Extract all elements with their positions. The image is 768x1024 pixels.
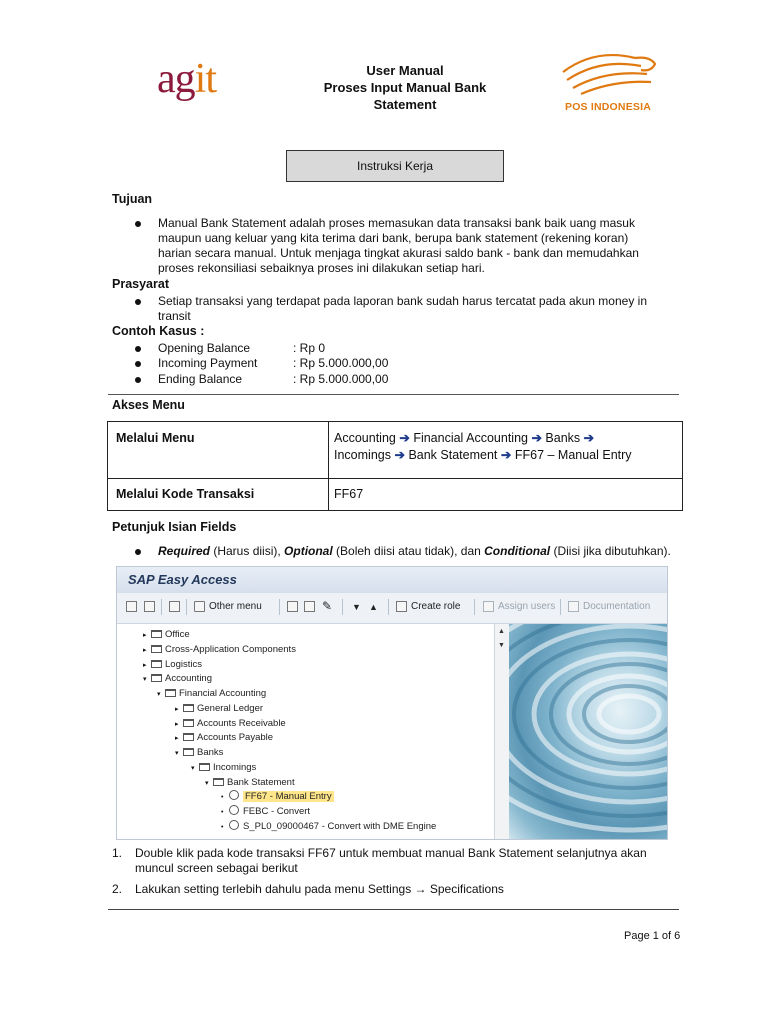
path-accounting: Accounting bbox=[334, 431, 396, 445]
tree-scrollbar[interactable] bbox=[494, 624, 510, 839]
arrow-icon: ➔ bbox=[531, 431, 542, 445]
tree-item-ff67[interactable] bbox=[221, 790, 334, 804]
melalui-menu-label: Melalui Menu bbox=[116, 431, 195, 445]
kode-transaksi-value: FF67 bbox=[334, 487, 364, 501]
tree-item-febc[interactable] bbox=[221, 805, 310, 819]
toolbar-separator bbox=[474, 599, 475, 615]
arrow-icon: ➔ bbox=[500, 448, 512, 462]
prasyarat-paragraph bbox=[158, 294, 679, 324]
toolbar-separator bbox=[560, 599, 561, 615]
prasyarat-heading: Prasyarat bbox=[112, 277, 169, 291]
tree-label: Accounting bbox=[165, 673, 213, 684]
tree-label: Cross-Application Components bbox=[165, 644, 296, 655]
move-down-icon[interactable]: ▼ bbox=[352, 602, 361, 612]
sap-easy-access-screenshot bbox=[116, 566, 668, 840]
collapse-arrow-icon[interactable]: ▾ bbox=[191, 765, 195, 772]
required-label: Required bbox=[158, 544, 211, 558]
expand-arrow-icon[interactable]: ▸ bbox=[175, 735, 179, 742]
toolbar-separator bbox=[279, 599, 280, 615]
folder-icon bbox=[183, 733, 194, 741]
tujuan-line-4: proses rekonsiliasi sebaiknya proses ini dilakukan setiap hari. bbox=[158, 261, 485, 275]
petunjuk-text bbox=[158, 544, 671, 558]
scroll-down-icon[interactable]: ▼ bbox=[498, 642, 505, 649]
move-up-icon[interactable]: ▲ bbox=[369, 602, 378, 612]
assign-users-icon[interactable] bbox=[483, 601, 494, 612]
bullet bbox=[135, 377, 141, 383]
collapse-arrow-icon[interactable]: ▾ bbox=[175, 750, 179, 757]
section-divider bbox=[108, 394, 679, 395]
tree-icon[interactable] bbox=[194, 601, 205, 612]
arrow-icon: ➔ bbox=[399, 431, 410, 445]
sap-title: SAP Easy Access bbox=[128, 572, 237, 587]
folder-icon bbox=[151, 630, 162, 638]
instruksi-kerja-box: Instruksi Kerja bbox=[286, 150, 504, 182]
folder-icon bbox=[183, 704, 194, 712]
step-number: 1. bbox=[112, 846, 123, 860]
transaction-cube-icon bbox=[229, 805, 239, 815]
tujuan-heading: Tujuan bbox=[112, 192, 153, 206]
incoming-payment-value: : Rp 5.000.000,00 bbox=[293, 356, 389, 370]
folder-icon bbox=[151, 660, 162, 668]
sap-menu-icon[interactable] bbox=[144, 601, 155, 612]
path-financial-accounting: Financial Accounting bbox=[413, 431, 528, 445]
sap-title-bar bbox=[117, 567, 667, 593]
tujuan-line-1: Manual Bank Statement adalah proses memasukan data transaksi bank baik uang masuk bbox=[158, 216, 635, 230]
incoming-payment-label: Incoming Payment bbox=[158, 356, 258, 370]
collapse-arrow-icon[interactable]: ▾ bbox=[205, 780, 209, 787]
tujuan-paragraph bbox=[158, 216, 679, 276]
other-menu-button[interactable]: Other menu bbox=[209, 601, 262, 612]
akses-menu-heading: Akses Menu bbox=[112, 398, 185, 412]
footer-divider bbox=[108, 909, 679, 910]
tree-label: FEBC - Convert bbox=[243, 806, 311, 817]
user-menu-icon[interactable] bbox=[169, 601, 180, 612]
agit-logo: agit bbox=[157, 56, 216, 102]
expand-arrow-icon[interactable]: ▸ bbox=[175, 706, 179, 713]
delete-favorite-icon[interactable] bbox=[304, 601, 315, 612]
tree-label: General Ledger bbox=[197, 703, 264, 714]
assign-users-button[interactable]: Assign users bbox=[498, 601, 556, 612]
arrow-icon: ➔ bbox=[394, 448, 405, 462]
tree-item-general-ledger[interactable] bbox=[175, 702, 263, 716]
tree-item-banks[interactable] bbox=[175, 746, 223, 760]
tree-label: Accounts Payable bbox=[197, 732, 274, 743]
tree-item-cross-application[interactable] bbox=[143, 643, 296, 657]
folder-icon bbox=[183, 719, 194, 727]
tree-item-accounts-receivable[interactable] bbox=[175, 717, 286, 731]
open-folder-icon bbox=[183, 748, 194, 756]
bullet-icon: • bbox=[221, 809, 224, 816]
add-favorite-icon[interactable] bbox=[287, 601, 298, 612]
title-line-2: Proses Input Manual Bank bbox=[323, 80, 487, 95]
path-incomings: Incomings bbox=[334, 448, 391, 462]
transaction-cube-icon bbox=[229, 790, 239, 800]
bullet bbox=[135, 346, 141, 352]
expand-arrow-icon[interactable]: ▸ bbox=[143, 647, 147, 654]
title-line-1: User Manual bbox=[366, 63, 444, 78]
toolbar-separator bbox=[161, 599, 162, 615]
menu-path bbox=[334, 430, 632, 464]
title-line-3: Statement bbox=[373, 97, 437, 112]
step-1-line-2: muncul screen sebagai berikut bbox=[135, 861, 298, 875]
path-bank-statement: Bank Statement bbox=[408, 448, 498, 462]
tree-label: Banks bbox=[197, 747, 224, 758]
petunjuk-heading: Petunjuk Isian Fields bbox=[112, 520, 237, 534]
documentation-button[interactable]: Documentation bbox=[583, 601, 651, 612]
collapse-arrow-icon[interactable]: ▾ bbox=[143, 676, 147, 683]
path-ff67: FF67 – Manual Entry bbox=[514, 448, 632, 462]
tree-item-financial-accounting[interactable] bbox=[157, 687, 266, 701]
tree-label: Logistics bbox=[165, 659, 202, 670]
tree-item-accounts-payable[interactable] bbox=[175, 731, 273, 745]
tujuan-line-2: maupun uang keluar yang kita terima dari bank, berupa bank statement (rekening koran) bbox=[158, 231, 629, 245]
expand-arrow-icon[interactable]: ▸ bbox=[175, 721, 179, 728]
tree-item-incomings[interactable] bbox=[191, 761, 256, 775]
conditional-label: Conditional bbox=[484, 544, 551, 558]
tree-item-logistics[interactable] bbox=[143, 658, 202, 672]
akses-menu-table bbox=[107, 421, 683, 511]
tree-label: Incomings bbox=[213, 762, 257, 773]
step-1-line-1: Double klik pada kode transaksi FF67 untuk membuat manual Bank Statement selanjutnya akan bbox=[135, 846, 647, 860]
scroll-up-icon[interactable]: ▲ bbox=[498, 628, 505, 635]
ripple-pattern bbox=[509, 624, 667, 839]
arrow-icon: ➔ bbox=[583, 431, 595, 445]
open-folder-icon bbox=[199, 763, 210, 771]
expand-arrow-icon[interactable]: ▸ bbox=[143, 662, 147, 669]
required-desc: (Harus diisi), bbox=[210, 544, 285, 558]
toolbar-separator bbox=[388, 599, 389, 615]
step-2-text: Lakukan setting terlebih dahulu pada menu Settings → Specifications bbox=[135, 882, 504, 896]
prasyarat-line-1: Setiap transaksi yang terdapat pada laporan bank sudah harus tercatat pada akun money in bbox=[158, 294, 647, 308]
favorites-icon[interactable] bbox=[126, 601, 137, 612]
tree-item-office[interactable] bbox=[143, 628, 190, 642]
step-number: 2. bbox=[112, 882, 123, 896]
opening-balance-value: : Rp 0 bbox=[293, 341, 326, 355]
bullet-icon: • bbox=[221, 824, 224, 831]
table-divider bbox=[328, 422, 329, 510]
document-title bbox=[300, 62, 510, 113]
water-ripple-image bbox=[509, 624, 667, 839]
page-number: Page 1 of 6 bbox=[624, 930, 681, 942]
contoh-kasus-heading: Contoh Kasus : bbox=[112, 324, 205, 338]
folder-icon bbox=[151, 645, 162, 653]
optional-label: Optional bbox=[284, 544, 333, 558]
expand-arrow-icon[interactable]: ▸ bbox=[143, 632, 147, 639]
open-folder-icon bbox=[213, 778, 224, 786]
documentation-icon[interactable] bbox=[568, 601, 579, 612]
bullet bbox=[135, 299, 141, 305]
toolbar-separator bbox=[342, 599, 343, 615]
tree-label: S_PL0_09000467 - Convert with DME Engine bbox=[243, 821, 437, 832]
bullet bbox=[135, 221, 141, 227]
tree-label: Financial Accounting bbox=[179, 688, 267, 699]
tree-label: Office bbox=[165, 629, 190, 640]
tree-label: Bank Statement bbox=[227, 777, 295, 788]
create-role-button[interactable]: Create role bbox=[411, 601, 461, 612]
toolbar-separator bbox=[186, 599, 187, 615]
bullet-icon: • bbox=[221, 794, 224, 801]
tree-item-s-pl0[interactable] bbox=[221, 820, 436, 834]
open-folder-icon bbox=[165, 689, 176, 697]
sap-menu-tree bbox=[117, 624, 494, 839]
tree-label: FF67 - Manual Entry bbox=[245, 791, 332, 802]
tree-label: Accounts Receivable bbox=[197, 718, 286, 729]
pencil-icon[interactable]: ✎ bbox=[322, 599, 333, 613]
optional-desc: (Boleh diisi atau tidak), dan bbox=[332, 544, 485, 558]
open-folder-icon bbox=[151, 674, 162, 682]
prasyarat-line-2: transit bbox=[158, 309, 191, 323]
ending-balance-value: : Rp 5.000.000,00 bbox=[293, 372, 389, 386]
transaction-cube-icon bbox=[229, 820, 239, 830]
bullet bbox=[135, 361, 141, 367]
melalui-kode-transaksi-label: Melalui Kode Transaksi bbox=[116, 487, 255, 501]
ending-balance-label: Ending Balance bbox=[158, 372, 243, 386]
tree-item-accounting[interactable] bbox=[143, 672, 212, 686]
pos-indonesia-text: POS INDONESIA bbox=[564, 101, 652, 113]
bullet bbox=[135, 549, 141, 555]
tree-item-bank-statement[interactable] bbox=[205, 776, 295, 790]
sap-toolbar bbox=[117, 593, 667, 624]
collapse-arrow-icon[interactable]: ▾ bbox=[157, 691, 161, 698]
create-role-icon[interactable] bbox=[396, 601, 407, 612]
opening-balance-label: Opening Balance bbox=[158, 341, 251, 355]
step-1-text bbox=[135, 846, 647, 876]
tujuan-line-3: harian secara manual. Untuk menjaga tingkat akurasi saldo bank - bank dan memudahkan bbox=[158, 246, 639, 260]
conditional-desc: (Diisi jika dibutuhkan). bbox=[550, 544, 671, 558]
path-banks: Banks bbox=[545, 431, 581, 445]
